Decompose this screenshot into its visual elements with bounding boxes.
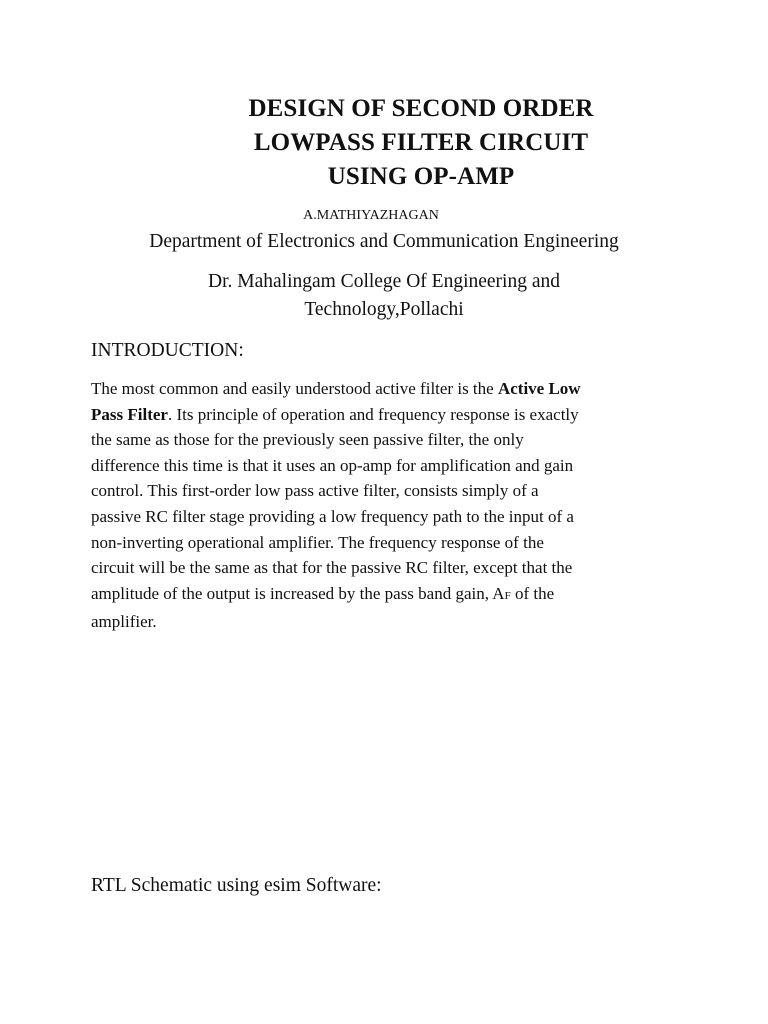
paragraph-line: circuit will be the same as that for the passive RC filter, except that the bbox=[91, 558, 573, 578]
paragraph-line: difference this time is that it uses an op-amp for amplification and gain bbox=[91, 455, 574, 475]
department-name: Department of Electronics and Communication Engineering bbox=[149, 231, 619, 252]
paragraph-line: control. This first-order low pass active filter, consists simply of a bbox=[91, 481, 539, 501]
paragraph-line: the same as those for the previously seen passive filter, the only bbox=[91, 430, 524, 450]
paper-title bbox=[0, 92, 768, 194]
author-name: A.MATHIYAZHAGAN bbox=[303, 208, 439, 223]
introduction-heading: INTRODUCTION: bbox=[91, 340, 244, 361]
title-line-2: LOWPASS FILTER CIRCUIT bbox=[253, 129, 589, 156]
title-line-1: DESIGN OF SECOND ORDER bbox=[248, 95, 594, 122]
paragraph-line: non-inverting operational amplifier. The frequency response of the bbox=[91, 532, 544, 552]
paragraph-line: The most common and easily understood active filter is the Active Low bbox=[91, 379, 581, 398]
paragraph-line: amplitude of the output is increased by the pass band gain, AF of the bbox=[91, 583, 555, 603]
rtl-schematic-heading: RTL Schematic using esim Software: bbox=[91, 875, 382, 896]
paragraph-line: amplifier. bbox=[91, 612, 157, 632]
paragraph-line: Pass Filter. Its principle of operation and frequency response is exactly bbox=[91, 404, 579, 424]
college-line-1: Dr. Mahalingam College Of Engineering and bbox=[208, 271, 560, 292]
title-line-3: USING OP-AMP bbox=[327, 163, 515, 190]
college-line-2: Technology,Pollachi bbox=[304, 299, 464, 320]
paragraph-line: passive RC filter stage providing a low frequency path to the input of a bbox=[91, 506, 574, 526]
college-name bbox=[0, 268, 768, 324]
introduction-paragraph bbox=[91, 376, 671, 635]
